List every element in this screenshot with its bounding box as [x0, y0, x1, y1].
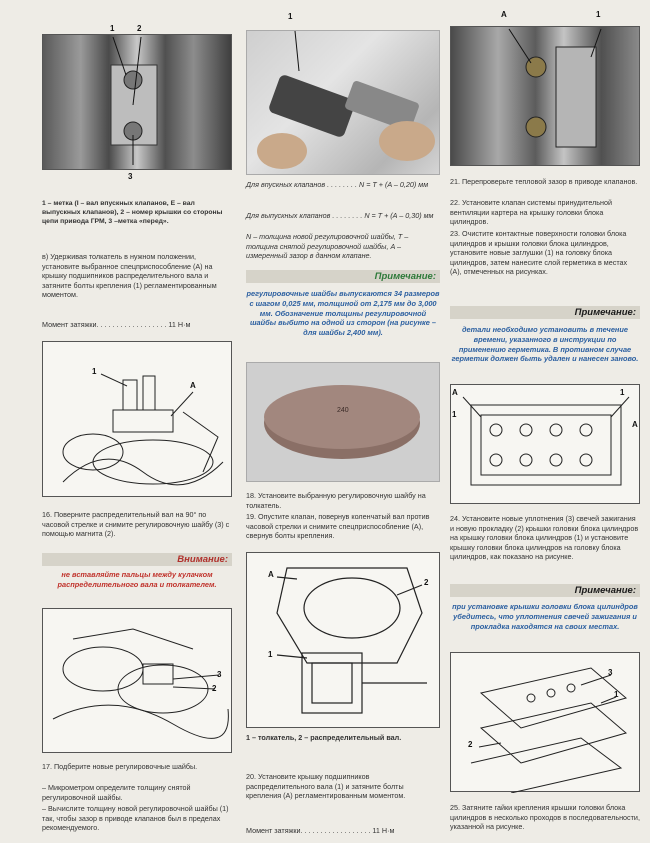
cover-label-2: 2 — [468, 740, 473, 749]
shim-removal-drawing — [42, 608, 232, 753]
fig-label-A: A — [268, 570, 274, 579]
step-18-text: 18. Установите выбранную регулировочную шайбу на толкатель. — [246, 491, 426, 510]
column-middle — [244, 0, 440, 843]
torque-value-1: Момент затяжки. . . . . . . . . . . . . . . . . . 11 Н·м — [42, 320, 191, 329]
column-right — [448, 0, 644, 843]
step-16-text: 16. Поверните распределительный вал на 90° по часовой стрелке и снимите регулировочную шайбу (3) с помощью магнита (2). — [42, 510, 230, 539]
note-heading-cover: Примечание: — [450, 584, 640, 597]
note-text-sealant: детали необходимо установить в течение времени, указанного в инструкции по применению герметика. В противном случае герметик должен быть удален и нанесен заново. — [451, 325, 639, 364]
torque-value-2: Момент затяжки. . . . . . . . . . . . . . . . . . 11 Н·м — [246, 826, 395, 835]
step-17-text: 17. Подберите новые регулировочные шайбы. — [42, 762, 198, 771]
seal-label-A-right: A — [632, 420, 638, 429]
step-24-text: 24. Установите новые уплотнения (3) свечей зажигания и новую прокладку (2) крышки головки блока цилиндров на крышку головки блока цилиндров (1) и установите крышку головки блока цилиндров на головку блока цилиндров, как показано на рисунке. — [450, 514, 639, 562]
step-22-text: 22. Установите клапан системы принудительной вентиляции картера на крышку головки блока цилиндров. — [450, 198, 612, 227]
shim-thickness-mark: 240 — [337, 407, 349, 414]
cover-label-3: 3 — [608, 668, 613, 677]
sealant-points-drawing — [450, 384, 640, 504]
formula-legend: N – толщина новой регулировочной шайбы, T – толщина снятой регулировочной шайбы, A – измеренный зазор в данном клапане. — [246, 232, 409, 261]
note-heading-shims: Примечание: — [246, 270, 440, 283]
fig3-label-2: 2 — [212, 684, 217, 693]
cylinder-head-photo — [450, 26, 640, 166]
seal-label-1-right: 1 — [620, 388, 625, 397]
tappet-camshaft-drawing — [246, 552, 440, 728]
micrometer-overlay — [247, 31, 441, 176]
fig2-label-1: 1 — [92, 367, 97, 376]
head-label-A: A — [501, 10, 507, 19]
fig3-label-3: 3 — [217, 670, 222, 679]
fig1-label-1: 1 — [110, 24, 115, 33]
drawing-lines-5 — [451, 653, 641, 793]
seal-label-1-left: 1 — [452, 410, 457, 419]
note-text-cover: при установке крышки головки блока цилиндров убедитесь, что уплотнения свечей зажигания и прокладка находятся на своих местах. — [452, 602, 638, 631]
exhaust-formula: Для выпускных клапанов . . . . . . . . N = T + (A – 0,30) мм — [246, 211, 434, 220]
step-19-text: 19. Опустите клапан, повернув коленчатый вал против часовой стрелки и снимите спецприспособление (А), свернув болты крепления. — [246, 512, 430, 541]
shim-photo — [246, 362, 440, 482]
micrometer-label-1: 1 — [288, 12, 293, 21]
shim-overlay — [247, 363, 441, 483]
photo-overlay — [43, 35, 233, 171]
drawing-lines — [43, 342, 233, 498]
step-21-text: 21. Перепроверьте тепловой зазор в приводе клапанов. — [450, 177, 638, 186]
camshaft-cap-photo — [42, 34, 232, 170]
intake-formula: Для впускных клапанов . . . . . . . . N = T + (A – 0,20) мм — [246, 180, 429, 189]
head-overlay — [451, 27, 641, 167]
drawing-lines-4 — [451, 385, 641, 505]
fig2-label-A: A — [190, 381, 196, 390]
step-17-a: – Микрометром определите толщину снятой регулировочной шайбы. — [42, 783, 191, 802]
warning-text: не вставляйте пальцы между кулачком распределительного вала и толкателем. — [57, 570, 217, 589]
drawing-lines-3 — [247, 553, 441, 729]
column-left — [40, 0, 235, 843]
tool-installation-drawing — [42, 341, 232, 497]
drawing-lines-2 — [43, 609, 233, 754]
fig-label-2: 2 — [424, 578, 429, 587]
fig1-label-3: 3 — [128, 172, 133, 181]
fig-label-1: 1 — [268, 650, 273, 659]
step-20-text: 20. Установите крышку подшипников распределительного вала (1) и затяните болты крепления (А) регламентированным моментом. — [246, 772, 406, 801]
seal-label-A-left: A — [452, 388, 458, 397]
step-17-b: – Вычислите толщину новой регулировочной шайбы (1) так, чтобы зазор в приводе клапанов был в пределах рекомендуемого. — [42, 804, 229, 833]
step-23-text: 23. Очистите контактные поверхности головки блока цилиндров и крышки головки блока цилиндров, установите новые заглушки (1) на головку блока цилиндров, затем нанесите слой герметика в местах (А), отмеченных на рисунках. — [450, 229, 628, 277]
note-heading-sealant: Примечание: — [450, 306, 640, 319]
fig1-caption: 1 – метка (I – вал впускных клапанов, E – вал выпускных клапанов), 2 – номер крышки со стороны цепи привода ГРМ, 3 –метка «перед». — [42, 200, 223, 225]
tappet-fig-caption: 1 – толкатель, 2 – распределительный вал. — [246, 733, 402, 742]
micrometer-photo — [246, 30, 440, 175]
cover-label-1: 1 — [614, 690, 619, 699]
note-text-shims: регулировочные шайбы выпускаются 34 размеров с шагом 0,025 мм, толщиной от 2,175 мм до 3,000 мм. Обозначение толщины регулировочной шайбы выбито на одной из сторон (на рисунке – для шайбы 2,400 мм). — [246, 289, 440, 338]
warning-heading: Внимание: — [42, 553, 232, 566]
step-25-text: 25. Затяните гайки крепления крышки головки блока цилиндров в несколько проходов в последовательности, указанной на рисунке. — [450, 803, 640, 832]
fig1-label-2: 2 — [137, 24, 142, 33]
step-e-text: в) Удерживая толкатель в нужном положении, установите выбранное спецприспособление (А) на крышку подшипников распределительного вала и затяните болты крепления (1) регламентированным моментом. — [42, 252, 217, 300]
head-label-1: 1 — [596, 10, 601, 19]
